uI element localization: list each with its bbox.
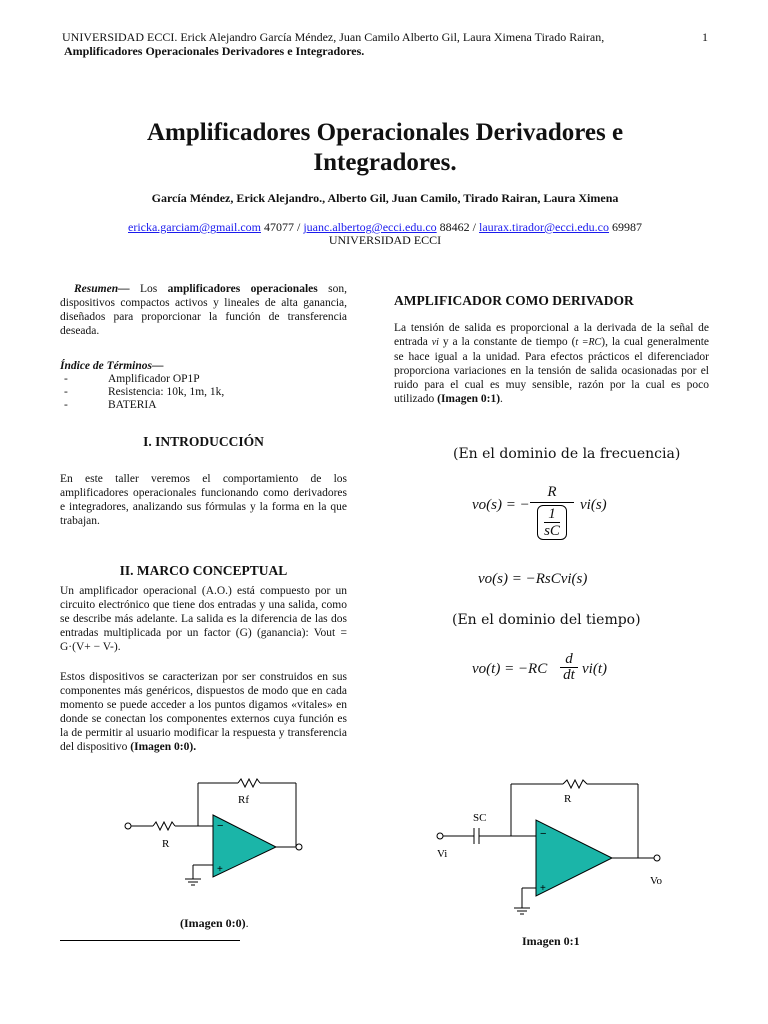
page-number: 1 — [702, 30, 708, 44]
resistor-r — [153, 822, 175, 830]
abstract-text: son, dispositivos compactos activos y lineales de alta ganancia, diseñados para proporcionar la función de transferencia deseada. — [60, 283, 347, 337]
opamp-triangle — [536, 820, 612, 896]
eq3-denominator: dt — [563, 667, 575, 683]
eq1-denominator — [537, 505, 567, 540]
list-item: - BATERIA — [64, 399, 157, 411]
equation-1 — [472, 484, 672, 548]
derivador-text-2: y a la constante de tiempo ( — [438, 336, 576, 348]
authors-line: García Méndez, Erick Alejandro., Alberto Gil, Juan Camilo, Tirado Rairan, Laura Ximena — [151, 191, 619, 205]
header-title: Amplificadores Operacionales Derivadores e Integradores. — [64, 44, 365, 58]
derivador-text-3: ), la cual generalmente se hace igual a la unidad. Para efectos prácticos el diferenciador proporciona variaciones en la tensión de salida ocasionadas por el ruido para el cual es muy sensible, razón por la cual es poco utilizado — [394, 336, 709, 405]
index-term: Amplificador OP1P — [108, 373, 200, 385]
eq1-lhs: vo(s) = − — [472, 497, 530, 513]
caption-text: (Imagen 0:0) — [180, 916, 246, 930]
index-terms-label: Índice de Términos— — [60, 360, 164, 372]
output-terminal-vo — [654, 855, 660, 861]
paper-title — [60, 118, 710, 178]
marco-paragraph-1: Un amplificador operacional (A.O.) está compuesto por un circuito electrónico que tiene dos entradas y una salida, como se describe más adelante. La salida es la diferencia de las dos entradas multiplicada por un factor (G) (ganancia): Vout = G·(V+ − V-). — [60, 585, 347, 653]
equation-3 — [472, 652, 672, 694]
eq3-rhs: vi(t) — [582, 661, 607, 677]
email-link-3[interactable]: laurax.tirador@ecci.edu.co — [479, 220, 609, 234]
contact-block — [60, 221, 710, 247]
label-sc: SC — [473, 812, 487, 824]
resistor-rf — [238, 779, 260, 787]
student-id-1: 47077 / — [261, 220, 304, 234]
minus-sign: − — [540, 828, 547, 840]
index-term: Resistencia: 10k, 1m, 1k, — [108, 386, 225, 398]
footnote-rule — [60, 940, 240, 941]
section-heading-intro: I. INTRODUCCIÓN — [143, 434, 264, 449]
input-terminal-vi — [437, 833, 443, 839]
eq3-lhs: vo(t) = −RC — [472, 661, 548, 677]
eq1-rhs: vi(s) — [580, 497, 607, 513]
list-item: - Resistencia: 10k, 1m, 1k, — [64, 386, 225, 398]
minus-sign: − — [217, 820, 224, 832]
opamp-circuit-figure-1 — [118, 745, 328, 895]
figure-reference: (Imagen 0:0). — [130, 741, 197, 753]
derivador-text-1: La tensión de salida es proporcional a la derivada de la señal de entrada — [394, 322, 709, 348]
abstract-label: Resumen— — [74, 283, 130, 295]
section-heading-derivador: AMPLIFICADOR COMO DERIVADOR — [394, 293, 634, 308]
opamp-circuit-figure-2 — [428, 768, 678, 928]
figure-reference: (Imagen 0:1) — [437, 393, 501, 405]
input-terminal — [125, 823, 131, 829]
plus-sign: + — [540, 883, 546, 894]
eq3-fraction — [560, 652, 578, 683]
student-id-2: 88462 / — [436, 220, 480, 234]
eq1-inner-den: sC — [544, 523, 560, 539]
eq1-fraction — [530, 484, 574, 540]
marco-p2-text: Estos dispositivos se caracterizan por ser construidos en sus componentes más genéricos, dispuestos de modo que en cada momento se puede acceder a los puntos digamos «vitales» en donde se conectan los componentes externos cuya función es la de permitir al usuario modificar la respuesta y transferencia del dispositivo — [60, 671, 347, 753]
equation-2: vo(s) = −RsCvi(s) — [478, 571, 588, 587]
eq3-numerator: d — [565, 651, 573, 667]
intro-paragraph: En este taller veremos el comportamiento de los amplificadores operacionales funcionando como derivadores e integradores, analizando sus fórmulas y la forma en la que trabajan. — [60, 473, 347, 527]
marco-paragraph-2 — [60, 670, 347, 754]
plus-sign: + — [217, 864, 223, 875]
derivador-paragraph — [394, 321, 709, 406]
figure-2-caption: Imagen 0:1 — [522, 934, 580, 948]
label-r: R — [162, 838, 170, 850]
institution: UNIVERSIDAD ECCI — [328, 233, 442, 247]
list-item: - Amplificador OP1P — [64, 373, 200, 385]
freq-domain-label: (En el dominio de la frecuencia) — [453, 446, 681, 462]
resistor-r — [563, 780, 587, 788]
eq1-inner-num: 1 — [548, 506, 556, 522]
header-authors: UNIVERSIDAD ECCI. Erick Alejandro García Méndez, Juan Camilo Alberto Gil, Laura Ximena Tirado Rairan, — [62, 30, 605, 44]
label-r: R — [564, 793, 572, 805]
caption-tail: . — [245, 916, 249, 930]
abstract — [60, 282, 347, 338]
output-terminal — [296, 844, 302, 850]
abstract-bold: amplificadores operacionales — [167, 283, 318, 295]
label-rf: Rf — [238, 794, 249, 806]
index-terms — [60, 359, 347, 412]
title-line-2: Integradores. — [313, 149, 457, 176]
symbol-vi: vi — [431, 337, 439, 348]
email-link-1[interactable]: ericka.garciam@gmail.com — [128, 220, 261, 234]
index-term: BATERIA — [108, 399, 157, 411]
running-header — [62, 30, 702, 58]
figure-1-caption — [180, 916, 249, 931]
time-domain-label: (En el dominio del tiempo) — [452, 612, 641, 628]
label-vo: Vo — [650, 875, 663, 887]
student-id-3: 69987 — [609, 220, 642, 234]
index-terms-list — [60, 373, 347, 412]
symbol-tau: t =RC — [575, 337, 602, 348]
label-vi: Vi — [437, 848, 448, 860]
email-link-2[interactable]: juanc.albertog@ecci.edu.co — [303, 220, 437, 234]
section-heading-marco: II. MARCO CONCEPTUAL — [119, 563, 288, 578]
title-line-1: Amplificadores Operacionales Derivadores e — [146, 119, 624, 146]
derivador-text-4: . — [500, 393, 503, 405]
abstract-pre: Los — [129, 283, 168, 295]
eq1-numerator: R — [547, 484, 557, 500]
